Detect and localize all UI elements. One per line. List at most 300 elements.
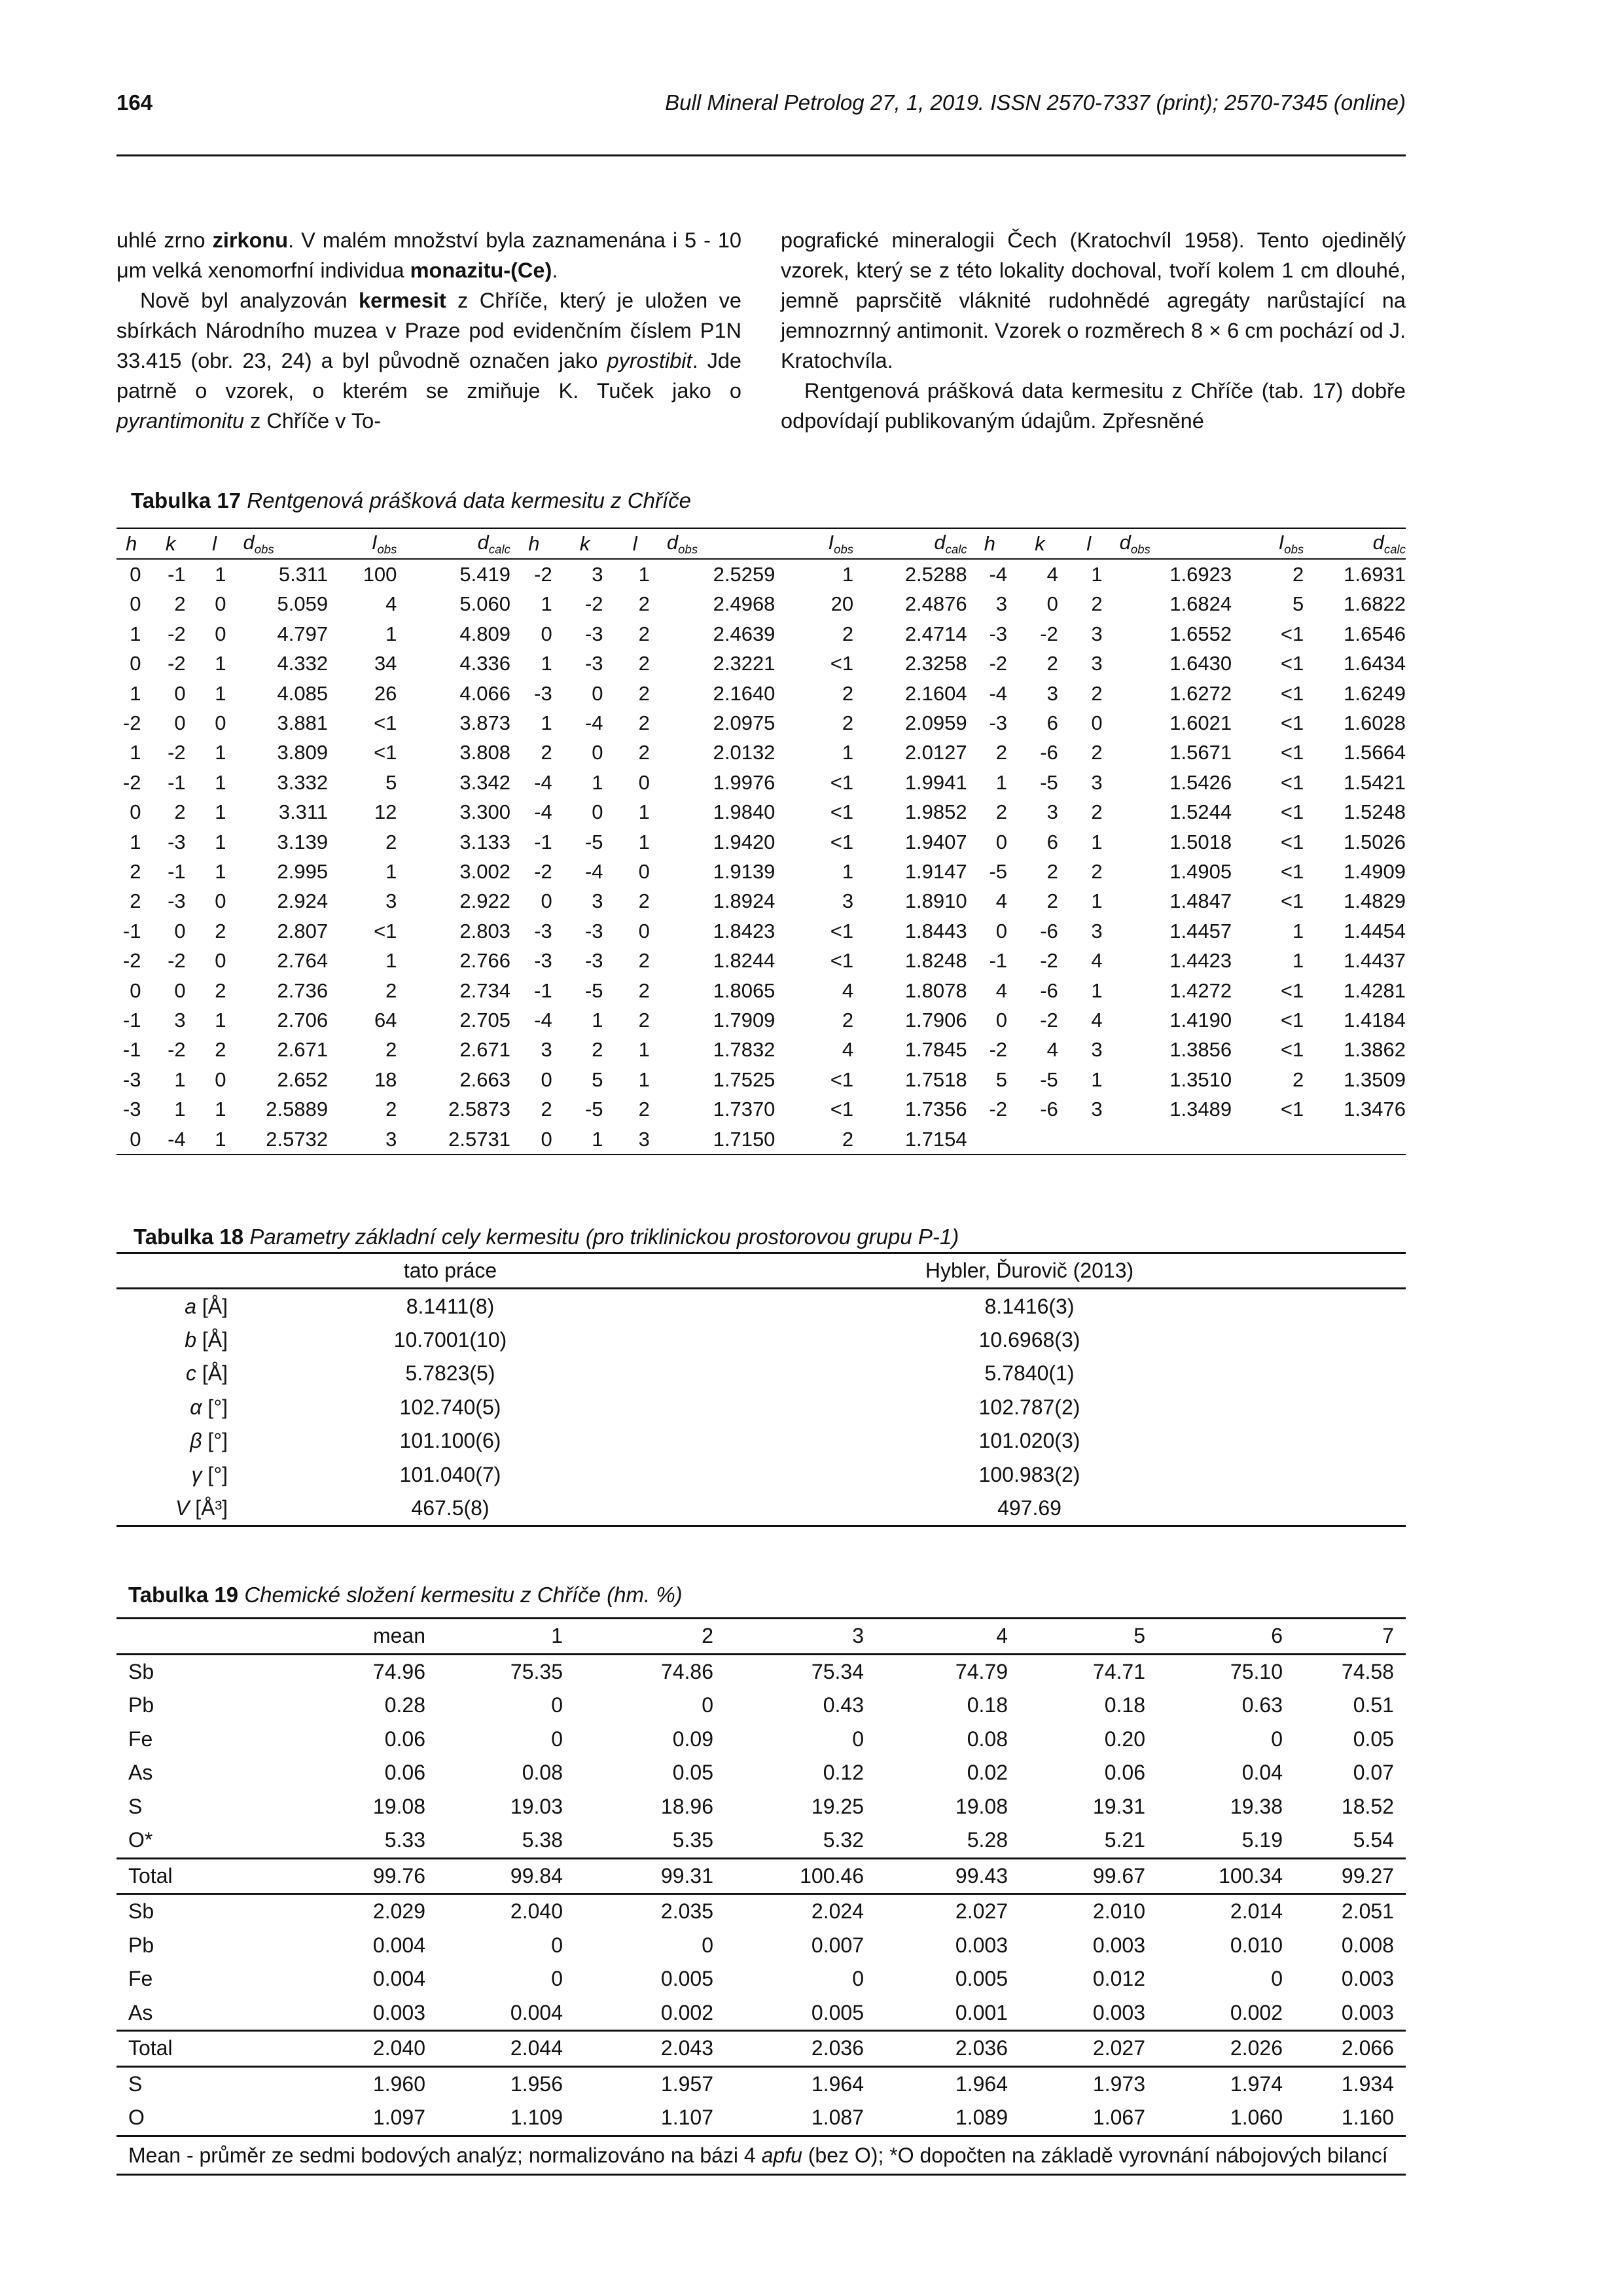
table-cell: 1.8065	[713, 978, 776, 1002]
table-cell: 3	[1046, 800, 1058, 824]
table-cell: 1	[842, 859, 854, 883]
table-cell: 2	[1091, 800, 1103, 824]
table-row	[116, 1357, 1406, 1390]
symbol: I	[1278, 530, 1285, 554]
value-cell: 5.7840(1)	[984, 1361, 1075, 1386]
table-cell: <1	[1280, 741, 1304, 764]
table-cell: 99.67	[1020, 1858, 1157, 1894]
table-cell: 0.09	[672, 1727, 713, 1751]
table-cell: 1.7150	[658, 1124, 776, 1155]
table-cell: -6	[1040, 978, 1058, 1002]
table-row	[116, 1124, 1406, 1155]
table-cell: 75.34	[811, 1659, 864, 1683]
table19	[116, 1617, 1406, 2176]
table-cell: <1	[1280, 1008, 1304, 1031]
table-cell: 0	[995, 830, 1008, 853]
row-label: Pb	[128, 1693, 154, 1717]
table-cell: <1	[1280, 622, 1304, 645]
table-cell: 1.4281	[1344, 978, 1406, 1002]
row-label: As	[128, 2000, 153, 2024]
table-cell: 3	[592, 889, 603, 913]
table-row	[116, 1424, 1406, 1458]
table-cell: -2	[534, 563, 552, 586]
table-cell: 3	[1091, 652, 1103, 675]
parameter-unit: [°]	[202, 1462, 228, 1486]
table-cell: 6	[1046, 830, 1058, 853]
table-cell: 1.9941	[904, 770, 967, 794]
table-cell: 2.706	[277, 1008, 329, 1031]
table-cell: 1.6931	[1344, 563, 1406, 586]
table-cell: 0	[1271, 1727, 1283, 1751]
table-cell: -3	[584, 949, 603, 973]
table-cell: 2.026	[1157, 2031, 1294, 2067]
table-cell: <1	[1280, 889, 1304, 913]
text: (bez O); *O dopočten na základě vyrovnání nábojových bilancí	[802, 2143, 1388, 2167]
table-cell: 2.014	[1157, 1894, 1294, 1929]
table-cell: 1.4272	[1169, 978, 1232, 1002]
table-cell: 0.08	[967, 1727, 1008, 1751]
table-cell: 2.036	[725, 2031, 876, 2067]
row-label: As	[128, 1761, 153, 1785]
table-cell: 5.311	[278, 563, 329, 586]
column-header	[1111, 528, 1232, 559]
table-cell: 0	[995, 1008, 1008, 1031]
column-header	[1232, 528, 1304, 559]
column-header	[775, 528, 853, 559]
table-cell: 19.31	[1092, 1794, 1145, 1818]
table-cell: 1.3509	[1344, 1067, 1406, 1091]
table-cell: 0	[551, 1967, 563, 1991]
table-cell: -2	[122, 770, 141, 794]
parameter-symbol: c	[185, 1361, 196, 1386]
table-cell: 0	[215, 711, 226, 735]
table-cell: 5	[385, 770, 397, 794]
table-cell: 2.736	[277, 978, 329, 1002]
table-cell: 2	[638, 711, 650, 735]
table-cell: <1	[830, 1098, 854, 1121]
table-cell: 3	[995, 592, 1008, 616]
table-cell: -1	[534, 978, 552, 1002]
table-cell: 0.12	[823, 1761, 864, 1785]
table-cell: 1.7832	[713, 1038, 776, 1062]
table-cell: 100	[363, 563, 397, 586]
table-cell	[1012, 1124, 1067, 1155]
table-cell: 2	[842, 622, 854, 645]
table-cell: 1.9852	[904, 800, 967, 824]
table-cell: 3	[1091, 1098, 1103, 1121]
table-cell: 1.5421	[1344, 770, 1406, 794]
table-cell: 1.8423	[713, 919, 776, 942]
table-cell: -2	[1040, 622, 1058, 645]
table-title: Rentgenová prášková data kermesitu z Chříče	[247, 488, 691, 512]
parameter-symbol: a	[185, 1294, 196, 1318]
table-cell: 2	[385, 830, 397, 853]
table-cell: 2	[1091, 681, 1103, 705]
subscript: obs	[834, 542, 854, 556]
table-cell: <1	[1280, 978, 1304, 1002]
table-cell: 2	[130, 889, 141, 913]
table-cell: 5.32	[823, 1828, 864, 1852]
parameter-label	[116, 1424, 247, 1458]
table-cell: 2	[1046, 859, 1058, 883]
table-cell: 0	[592, 741, 603, 764]
table-cell: 1	[1091, 1067, 1103, 1091]
table-cell: 34	[374, 652, 397, 675]
table-cell	[967, 1124, 1012, 1155]
table-cell: -3	[168, 830, 186, 853]
table-row	[116, 738, 1406, 768]
table-cell: 0	[215, 592, 226, 616]
text: z Chříče v To-	[244, 409, 382, 433]
parameter-unit: [Å³]	[189, 1496, 228, 1520]
table-row	[116, 1391, 1406, 1424]
header-cell	[116, 1253, 247, 1289]
table-cell: 0.06	[384, 1727, 425, 1751]
table18-caption	[134, 1225, 959, 1249]
table-cell: -5	[1040, 770, 1058, 794]
table-cell: 6	[1046, 711, 1058, 735]
table-cell: <1	[830, 770, 854, 794]
table-cell: 20	[830, 592, 854, 616]
table-cell: 0	[215, 622, 226, 645]
table-cell: 1.960	[274, 2066, 437, 2101]
table-cell: 4	[1046, 563, 1058, 586]
table-cell: 1	[638, 1038, 650, 1062]
table-cell: 2	[1091, 741, 1103, 764]
header-cell: Hybler, Ďurovič (2013)	[653, 1253, 1406, 1289]
table-cell: 3.139	[277, 830, 329, 853]
table-cell: 1.160	[1341, 2106, 1394, 2130]
symbol: d	[666, 530, 679, 554]
table-cell: 3.332	[277, 770, 329, 794]
table-cell: 1.3510	[1169, 1067, 1232, 1091]
parameter-symbol: γ	[191, 1462, 202, 1486]
table-cell: 1.5244	[1169, 800, 1232, 824]
value-cell: 10.7001(10)	[393, 1327, 507, 1352]
table-cell: <1	[1280, 1038, 1304, 1062]
table-cell: 75.10	[1230, 1659, 1283, 1683]
table-cell: 2.035	[575, 1894, 725, 1929]
table-cell: 2.803	[459, 919, 510, 942]
table-cell: 0.06	[384, 1761, 425, 1785]
table-cell	[1304, 1124, 1406, 1155]
table-cell: 1.3476	[1344, 1098, 1406, 1121]
table-cell: 0.05	[672, 1761, 713, 1785]
table-cell: 1.6430	[1169, 652, 1232, 675]
table-cell: 2.671	[459, 1038, 510, 1062]
table-cell: 0.002	[1230, 2000, 1283, 2024]
table-cell: -3	[534, 949, 552, 973]
table-cell: 74.86	[660, 1659, 713, 1683]
table-cell: 3	[1091, 770, 1103, 794]
table-cell: 2	[1292, 563, 1304, 586]
text: .	[552, 259, 558, 282]
table-cell: -3	[584, 652, 603, 675]
table-cell: 1.3862	[1344, 1038, 1406, 1062]
table19-caption	[128, 1583, 683, 1607]
table-cell: 0.007	[811, 1933, 864, 1957]
row-label: Sb	[128, 1659, 154, 1683]
table-cell: 2.027	[876, 1894, 1020, 1929]
table-cell: <1	[830, 652, 854, 675]
text: z Chříče, který je uložen ve sbírkách Národního muzea v Praze pod evidenčním číslem P1N 33.415 (obr. 23, 24) a byl původně označen jako	[116, 289, 741, 372]
table-cell: <1	[830, 919, 854, 942]
table-cell: -2	[168, 949, 186, 973]
table-cell: 1	[130, 622, 141, 645]
table-cell: <1	[1280, 859, 1304, 883]
table-cell: 1.6249	[1344, 681, 1406, 705]
table-cell: 1	[130, 830, 141, 853]
table-cell: 1	[215, 1008, 226, 1031]
table-cell: 5.060	[459, 592, 510, 616]
table-cell: 2.4968	[713, 592, 776, 616]
table17	[116, 528, 1406, 1155]
table-row	[116, 1823, 1406, 1858]
table-cell: 1	[195, 1124, 234, 1155]
table-cell: 2.036	[876, 2031, 1020, 2067]
table-cell: 1	[638, 830, 650, 853]
table-cell: 5.54	[1353, 1828, 1394, 1852]
table-row	[116, 2066, 1406, 2101]
table-cell: 2	[842, 681, 854, 705]
value-cell: 10.6968(3)	[978, 1327, 1080, 1352]
row-label: Total	[116, 2031, 274, 2067]
column-header: k	[146, 528, 194, 559]
table-cell: 1.089	[955, 2106, 1008, 2130]
table-cell: 1.7906	[904, 1008, 967, 1031]
table-cell: 19.08	[372, 1794, 425, 1818]
table-cell: <1	[830, 1067, 854, 1091]
table-cell: 5.38	[522, 1828, 563, 1852]
table-cell: 1.973	[1020, 2066, 1157, 2101]
table-cell: 1.107	[660, 2106, 713, 2130]
table-cell: 0.001	[955, 2000, 1008, 2024]
paragraph	[116, 285, 741, 436]
table-title: Parametry základní cely kermesitu (pro triklinickou prostorovou grupu P-1)	[249, 1225, 959, 1249]
parameter-label	[116, 1357, 247, 1390]
table-cell: 1.8910	[904, 889, 967, 913]
parameter-unit: [Å]	[196, 1361, 228, 1386]
table-cell: 5	[995, 1067, 1008, 1091]
table-cell: 1.3856	[1169, 1038, 1232, 1062]
table-cell: 0.010	[1230, 1933, 1283, 1957]
table-row	[116, 559, 1406, 589]
table-cell: 2.922	[459, 889, 510, 913]
table-cell: 2	[842, 711, 854, 735]
table-cell: 5.419	[459, 563, 510, 586]
row-label: S	[116, 2066, 274, 2101]
table-row	[116, 887, 1406, 916]
table-cell: 1.4457	[1169, 919, 1232, 942]
table-cell: -2	[584, 592, 603, 616]
table-cell: 1.7370	[713, 1098, 776, 1121]
table-cell: 0.07	[1353, 1761, 1394, 1785]
table-cell: 2	[995, 800, 1008, 824]
table-cell: 1	[1292, 919, 1304, 942]
table-cell: 1	[592, 1008, 603, 1031]
subscript: obs	[254, 542, 274, 556]
table-cell: 5	[1292, 592, 1304, 616]
table19-header	[116, 1619, 1406, 1655]
table-cell: 2	[385, 1038, 397, 1062]
table-cell: 2	[842, 1008, 854, 1031]
table-cell: 0.004	[510, 2000, 563, 2024]
table-cell: <1	[1280, 711, 1304, 735]
value-cell: 100.983(2)	[978, 1462, 1080, 1486]
table-cell: 2	[1292, 1067, 1304, 1091]
table-cell: 2.663	[459, 1067, 510, 1091]
table-cell: 0	[852, 1967, 864, 1991]
column-header: 3	[725, 1619, 876, 1655]
table-cell: 0	[541, 1067, 552, 1091]
table-cell	[1232, 1124, 1304, 1155]
table-cell: 1.7356	[904, 1098, 967, 1121]
table-cell: 0.003	[1341, 1967, 1394, 1991]
table-cell: 0	[592, 800, 603, 824]
table-cell: -1	[989, 949, 1008, 973]
table-cell: 2.040	[274, 2031, 437, 2067]
table-cell: 2.734	[459, 978, 510, 1002]
parameter-label	[116, 1492, 247, 1526]
mineral-name: zirkonu	[212, 228, 289, 252]
table-cell: 1.6552	[1169, 622, 1232, 645]
table-cell: 5.059	[277, 592, 329, 616]
table-cell: 0.28	[384, 1693, 425, 1717]
parameter-unit: [°]	[202, 1429, 228, 1453]
table-cell: 0	[1091, 711, 1103, 735]
subscript: calc	[1383, 542, 1406, 556]
table-cell: 1.060	[1230, 2106, 1283, 2130]
table-cell	[1111, 1124, 1232, 1155]
table-cell: 1.7909	[713, 1008, 776, 1031]
table-cell: 0	[215, 949, 226, 973]
table-cell: 1	[638, 1067, 650, 1091]
table-row	[116, 1858, 1406, 1894]
table-cell: 0	[215, 889, 226, 913]
table-cell: 2	[775, 1124, 853, 1155]
table-cell	[1067, 1124, 1111, 1155]
symbol: I	[371, 530, 378, 554]
table-cell: 64	[374, 1008, 397, 1031]
table-cell: 2	[215, 919, 226, 942]
symbol: I	[828, 530, 834, 554]
table-cell: 0.003	[1092, 1933, 1145, 1957]
table-row	[116, 1962, 1406, 1996]
table-cell: -2	[989, 1038, 1008, 1062]
table-cell: 4.332	[277, 652, 329, 675]
parameter-symbol: b	[185, 1327, 196, 1352]
table-cell: 2.1604	[904, 681, 967, 705]
table-cell: 0	[130, 978, 141, 1002]
table-cell: 1.974	[1157, 2066, 1294, 2101]
table-label: Tabulka 19	[128, 1583, 239, 1607]
table-row	[116, 590, 1406, 619]
table-cell: -5	[584, 1098, 603, 1121]
table-cell: 3.881	[277, 711, 329, 735]
table-cell: 18	[374, 1067, 397, 1091]
table-cell: 2.0975	[713, 711, 776, 735]
table-cell: 75.35	[510, 1659, 563, 1683]
table-cell: 0	[130, 652, 141, 675]
table-cell: 1.087	[811, 2106, 864, 2130]
paragraph: pografické mineralogii Čech (Kratochvíl 1958). Tento ojedinělý vzorek, který se z této lokality dochoval, tvoří kolem 1 cm dlouhé, jemně paprsčitě vláknité rudohnědé agregáty narůstající na jemnozrnný antimonit. Vzorek o rozměrech 8 × 6 cm pochází od J. Kratochvíla.	[781, 228, 1406, 372]
subscript: obs	[1130, 542, 1150, 556]
row-label: O*	[128, 1828, 153, 1852]
table-cell: 1	[215, 681, 226, 705]
table-cell: 2	[638, 652, 650, 675]
table-row	[116, 768, 1406, 797]
table-cell: 1	[130, 741, 141, 764]
table-cell: 1.6824	[1169, 592, 1232, 616]
value-cell: 101.040(7)	[399, 1462, 501, 1486]
table-cell: 0.02	[967, 1761, 1008, 1785]
table-cell: -6	[1040, 1098, 1058, 1121]
table-cell: 0	[638, 919, 650, 942]
table-cell: 2.010	[1020, 1894, 1157, 1929]
table-cell: 3	[613, 1124, 658, 1155]
table-cell: <1	[830, 830, 854, 853]
table-cell: 4	[995, 889, 1008, 913]
table-cell: 0.06	[1104, 1761, 1145, 1785]
table-cell: 18.52	[1341, 1794, 1394, 1818]
parameter-label	[116, 1289, 247, 1323]
table-cell: 2.0127	[904, 741, 967, 764]
table-cell: 0	[541, 622, 552, 645]
column-header: 2	[575, 1619, 725, 1655]
column-header: l	[195, 528, 234, 559]
table-cell: 99.84	[437, 1858, 575, 1894]
table18	[116, 1252, 1406, 1527]
table-cell: 19.03	[510, 1794, 563, 1818]
table-cell: 2.652	[277, 1067, 329, 1091]
table-note-row	[116, 2136, 1406, 2174]
table-row	[116, 1689, 1406, 1723]
table-cell: 0	[702, 1933, 713, 1957]
table-cell: 1.934	[1294, 2066, 1406, 2101]
table-cell: 1	[215, 652, 226, 675]
table-cell: 0	[510, 1124, 558, 1155]
table-cell: 4.085	[277, 681, 329, 705]
table-cell: 1.7518	[904, 1067, 967, 1091]
table-cell: 0.51	[1353, 1693, 1394, 1717]
table-row	[116, 1458, 1406, 1491]
symbol: d	[934, 530, 946, 554]
table-cell: 1	[385, 859, 397, 883]
parameter-unit: [Å]	[196, 1327, 228, 1352]
table-row	[116, 1035, 1406, 1065]
table-cell: 0	[551, 1933, 563, 1957]
column-header: h	[116, 528, 146, 559]
table-cell: -2	[989, 1098, 1008, 1121]
table-cell: 1.964	[876, 2066, 1020, 2101]
table-cell: 0.63	[1241, 1693, 1283, 1717]
table-cell: 1.4847	[1169, 889, 1232, 913]
table18-header	[116, 1253, 1406, 1289]
table-cell: 2.705	[459, 1008, 510, 1031]
right-column	[781, 225, 1406, 436]
table-cell: -1	[534, 830, 552, 853]
table-cell: 2	[385, 1098, 397, 1121]
column-header: k	[1012, 528, 1067, 559]
table-row	[116, 1723, 1406, 1757]
table-cell: 1.4454	[1344, 919, 1406, 942]
table-cell: 1.067	[1092, 2106, 1145, 2130]
table-cell: 2	[638, 949, 650, 973]
table-cell: -1	[168, 770, 186, 794]
table-cell: <1	[374, 711, 397, 735]
table-cell: 1.9420	[713, 830, 776, 853]
table-cell: 4	[842, 1038, 854, 1062]
